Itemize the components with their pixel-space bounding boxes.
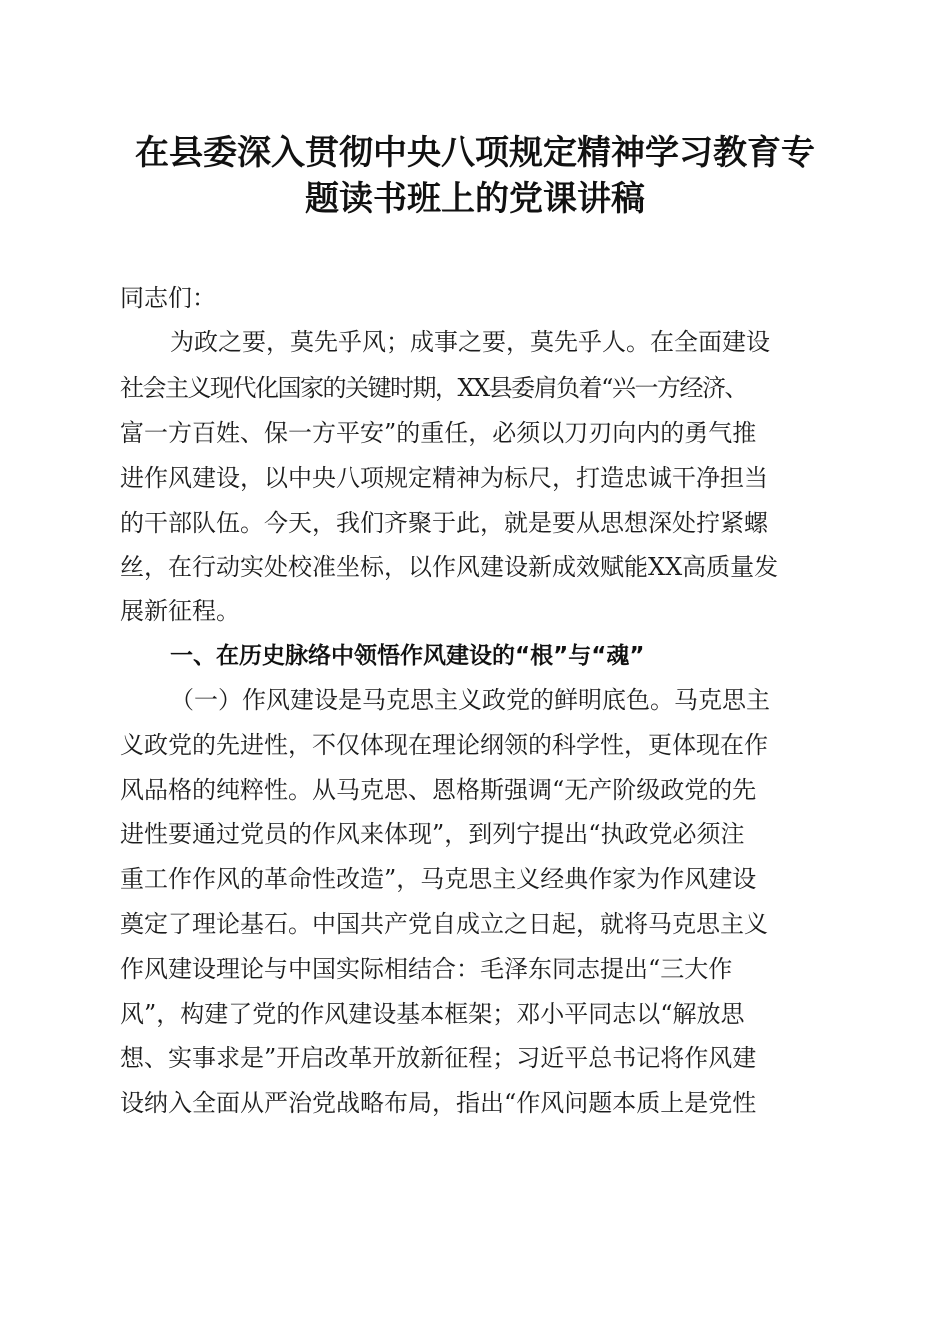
paragraph-line: 义政党的先进性，不仅体现在理论纲领的科学性，更体现在作	[120, 731, 768, 759]
paragraph-line: 进作风建设，以中央八项规定精神为标尺，打造忠诚干净担当	[120, 464, 768, 492]
title-line-2: 题读书班上的党课讲稿	[305, 179, 645, 219]
paragraph-line: 富一方百姓、保一方平安”的重任，必须以刀刃向内的勇气推	[120, 419, 757, 447]
paragraph-line: 想、实事求是”开启改革开放新征程；习近平总书记将作风建	[120, 1044, 757, 1072]
paragraph-line: 风品格的纯粹性。从马克思、恩格斯强调“无产阶级政党的先	[120, 776, 757, 804]
paragraph-line: 社会主义现代化国家的关键时期，XX县委肩负着“兴一方经济、	[120, 374, 747, 402]
paragraph-line: 设纳入全面从严治党战略布局，指出“作风问题本质上是党性	[120, 1089, 757, 1117]
paragraph-line: 风”，构建了党的作风建设基本框架；邓小平同志以“解放思	[120, 1000, 745, 1028]
document-title	[60, 130, 890, 222]
section-heading: 一、在历史脉络中领悟作风建设的“根”与“魂”	[170, 643, 645, 669]
paragraph-line: 奠定了理论基石。中国共产党自成立之日起，就将马克思主义	[120, 910, 768, 938]
paragraph-line: 进性要通过党员的作风来体现”，到列宁提出“执政党必须注	[120, 820, 745, 848]
paragraph-line: 丝，在行动实处校准坐标，以作风建设新成效赋能XX高质量发	[120, 553, 779, 581]
salutation: 同志们：	[120, 284, 216, 312]
title-line-1: 在县委深入贯彻中央八项规定精神学习教育专	[135, 133, 815, 173]
paragraph-line: 重工作作风的革命性改造”，马克思主义经典作家为作风建设	[120, 865, 757, 893]
paragraph-line: 作风建设理论与中国实际相结合：毛泽东同志提出“三大作	[120, 955, 733, 983]
paragraph-line: （一）作风建设是马克思主义政党的鲜明底色。马克思主	[170, 686, 770, 714]
paragraph-line: 的干部队伍。今天，我们齐聚于此，就是要从思想深处拧紧螺	[120, 509, 768, 537]
paragraph-line: 为政之要，莫先乎风；成事之要，莫先乎人。在全面建设	[170, 328, 770, 356]
paragraph-line: 展新征程。	[120, 597, 240, 625]
